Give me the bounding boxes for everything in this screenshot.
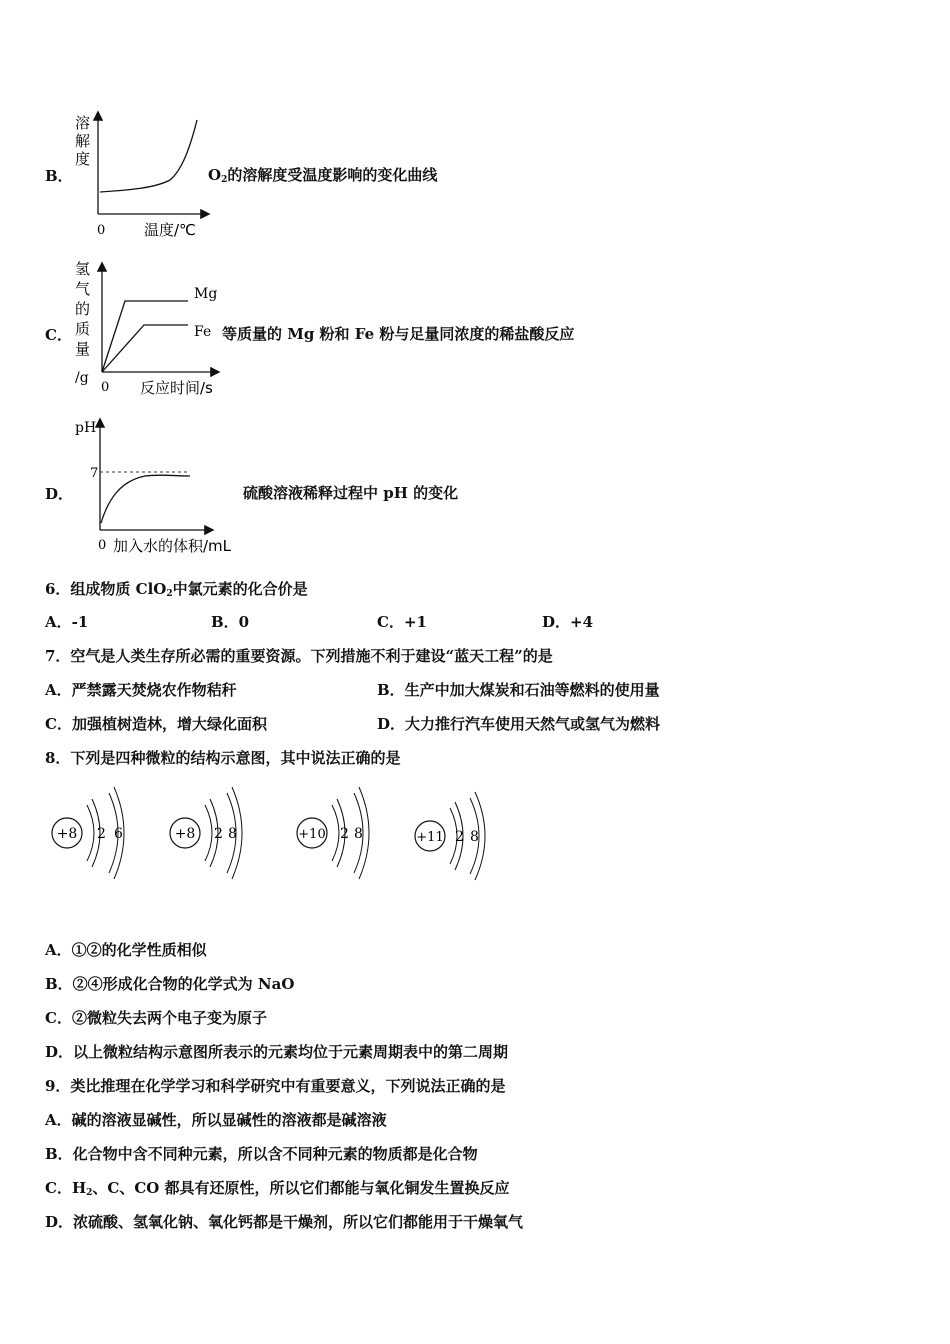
y-label-unit: /g <box>75 370 89 386</box>
question-7-stem: 7．空气是人类生存所必需的重要资源。下列措施不利于建设“蓝天工程”的是 <box>45 647 553 665</box>
y-label-char: 氢 <box>75 260 91 278</box>
q6-option-d: D．+4 <box>542 613 594 631</box>
solubility-temperature-graph <box>70 108 220 238</box>
option-d-description: 硫酸溶液稀释过程中 pH 的变化 <box>243 484 459 502</box>
origin-label: 0 <box>97 223 106 238</box>
shell-1-electrons: 2 <box>455 829 464 845</box>
shell-2-electrons: 8 <box>354 826 363 842</box>
q7-option-c: C．加强植树造林，增大绿化面积 <box>45 715 267 733</box>
question-9-stem: 9．类比推理在化学学习和科学研究中有重要意义，下列说法正确的是 <box>45 1077 506 1095</box>
q8-option-d: D．以上微粒结构示意图所表示的元素均位于元素周期表中的第二周期 <box>45 1043 509 1061</box>
shell-1-electrons: 2 <box>97 826 106 842</box>
y-label-char: 解 <box>75 132 91 150</box>
particle-3 <box>297 787 369 910</box>
particle-1 <box>52 787 124 910</box>
y-label-char: 质 <box>75 320 91 338</box>
shell-2-electrons: 8 <box>470 829 479 845</box>
ph-dilution-graph <box>70 415 250 560</box>
question-6-stem: 6．组成物质 ClO$_2$中氯元素的化合价是 <box>45 580 308 599</box>
q6-option-b: B．0 <box>211 613 250 631</box>
q9-option-c: C．$H_2$、C、CO 都具有还原性，所以它们都能与氧化铜发生置换反应 <box>45 1179 510 1198</box>
shell-1-electrons: 2 <box>214 826 223 842</box>
shell-1-electrons: 2 <box>340 826 349 842</box>
tick-7-label: 7 <box>90 466 99 481</box>
x-axis-label: 加入水的体积/mL <box>113 537 232 555</box>
q7-option-a: A．严禁露天焚烧农作物秸秆 <box>45 681 237 699</box>
nucleus-charge: +11 <box>416 830 444 845</box>
y-label-char: 度 <box>75 150 91 168</box>
option-c-label: C． <box>45 326 72 344</box>
y-axis-label: pH <box>75 420 97 436</box>
hydrogen-mass-time-graph <box>70 256 230 401</box>
nucleus-charge: +8 <box>56 826 78 842</box>
option-b-label: B． <box>45 167 73 185</box>
q8-option-a: A．①②的化学性质相似 <box>45 941 207 959</box>
nucleus-charge: +10 <box>298 827 326 842</box>
origin-label: 0 <box>98 538 107 553</box>
series-label-mg: Mg <box>194 286 218 302</box>
y-label-char: 量 <box>75 340 91 358</box>
q9-option-d: D．浓硫酸、氢氧化钠、氧化钙都是干燥剂，所以它们都能用于干燥氧气 <box>45 1213 524 1231</box>
particle-2 <box>170 787 242 910</box>
shell-2-electrons: 6 <box>114 826 123 842</box>
question-8-stem: 8．下列是四种微粒的结构示意图，其中说法正确的是 <box>45 749 401 767</box>
y-label-char: 的 <box>75 300 91 318</box>
q8-option-b: B．②④形成化合物的化学式为 NaO <box>45 975 295 993</box>
q7-option-d: D．大力推行汽车使用天然气或氢气为燃料 <box>377 715 661 733</box>
option-b-description: $O_2$的溶解度受温度影响的变化曲线 <box>208 166 438 185</box>
q9-option-a: A．碱的溶液显碱性，所以显碱性的溶液都是碱溶液 <box>45 1111 387 1129</box>
y-label-char: 溶 <box>75 114 91 132</box>
q6-option-a: A．-1 <box>45 613 89 631</box>
nucleus-charge: +8 <box>174 826 196 842</box>
x-axis-label: 反应时间/s <box>140 379 213 397</box>
q7-option-b: B．生产中加大煤炭和石油等燃料的使用量 <box>377 681 660 699</box>
shell-2-electrons: 8 <box>228 826 237 842</box>
particle-4 <box>415 792 485 910</box>
y-label-char: 气 <box>75 280 91 298</box>
series-label-fe: Fe <box>194 324 212 340</box>
x-axis-label: 温度/℃ <box>144 221 196 238</box>
q6-option-c: C．+1 <box>377 613 427 631</box>
q8-option-c: C．②微粒失去两个电子变为原子 <box>45 1009 267 1027</box>
option-c-description: 等质量的 Mg 粉和 Fe 粉与足量同浓度的稀盐酸反应 <box>222 325 575 343</box>
origin-label: 0 <box>101 380 110 395</box>
option-d-label: D． <box>45 485 74 503</box>
q9-option-b: B．化合物中含不同种元素，所以含不同种元素的物质都是化合物 <box>45 1145 478 1163</box>
particle-structure-diagrams <box>40 780 520 910</box>
